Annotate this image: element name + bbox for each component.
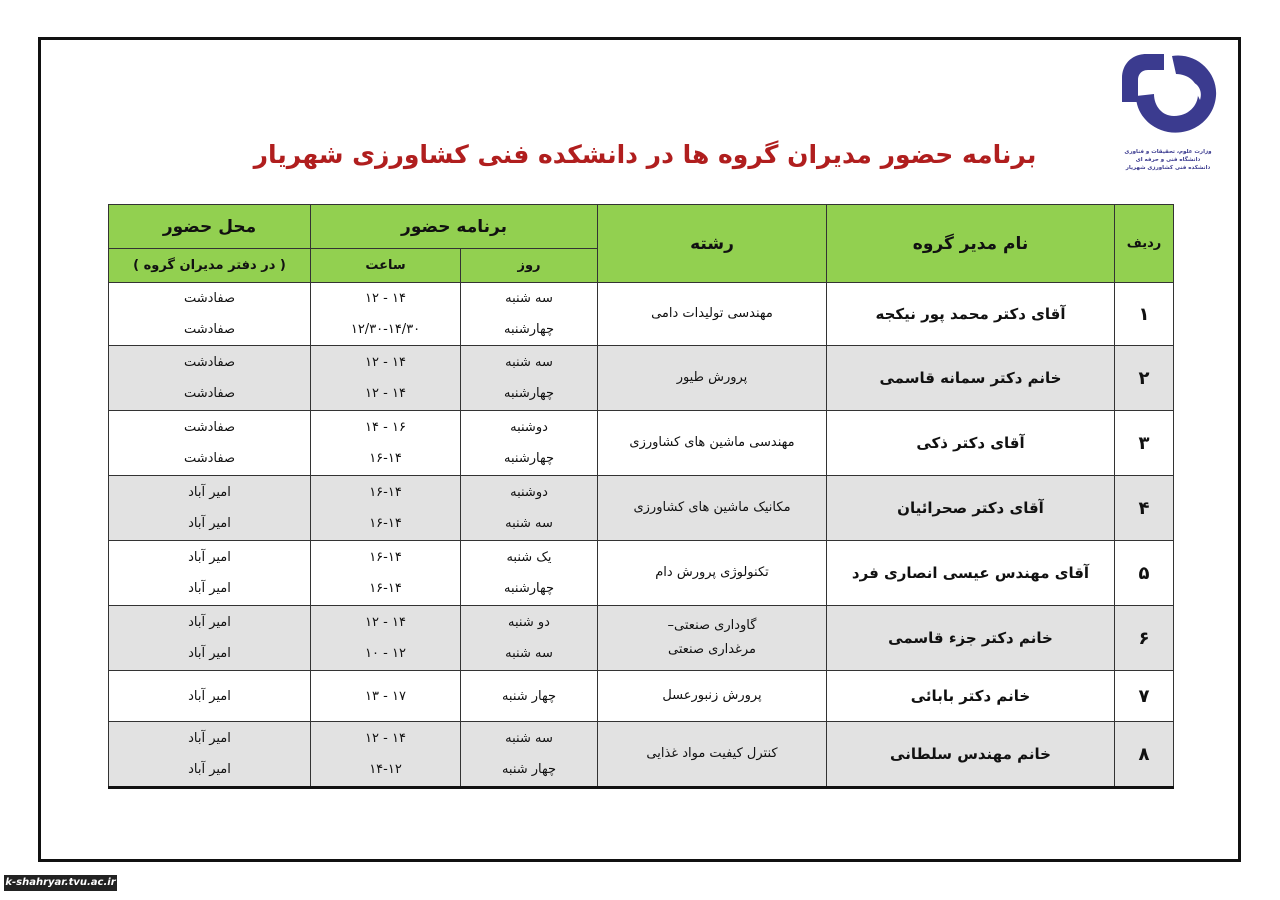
day-value: چهارشنبه — [504, 322, 554, 337]
table-row — [109, 411, 1174, 476]
row-manager-name: آقای دکتر صحرائیان — [827, 476, 1115, 541]
row-times: ۱۷ - ۱۳ — [311, 671, 461, 722]
header-schedule: برنامه حضور — [311, 205, 598, 249]
row-locations — [109, 541, 311, 606]
time-value: ۱۶-۱۴ — [369, 485, 402, 500]
row-manager-name: خانم دکتر بابائی — [827, 671, 1115, 722]
location-value: امیر آباد — [188, 550, 231, 565]
row-times — [311, 722, 461, 788]
row-locations: امیر آباد — [109, 671, 311, 722]
row-locations — [109, 722, 311, 788]
header-location: محل حضور — [109, 205, 311, 249]
row-manager-name: خانم دکتر سمانه قاسمی — [827, 346, 1115, 411]
header-time: ساعت — [311, 249, 461, 283]
day-value: سه شنبه — [505, 646, 553, 661]
row-manager-name: آقای دکتر ذکی — [827, 411, 1115, 476]
table-row — [109, 606, 1174, 671]
major-line: مرغداری صنعتی — [668, 642, 756, 657]
time-value: ۱۲ - ۱۰ — [365, 646, 406, 661]
row-times — [311, 606, 461, 671]
row-times — [311, 541, 461, 606]
row-major: پرورش طیور — [598, 346, 827, 411]
row-locations — [109, 411, 311, 476]
row-locations — [109, 606, 311, 671]
header-name: نام مدیر گروه — [827, 205, 1115, 283]
time-value: ۱۴ - ۱۲ — [365, 386, 406, 401]
location-value: امیر آباد — [188, 516, 231, 531]
location-value: امیر آباد — [188, 485, 231, 500]
row-major: مهندسی تولیدات دامی — [598, 283, 827, 346]
header-major: رشته — [598, 205, 827, 283]
day-value: دوشنبه — [510, 485, 548, 500]
row-days — [461, 722, 598, 788]
row-times — [311, 476, 461, 541]
row-index: ۵ — [1115, 541, 1174, 606]
day-value: چهار شنبه — [501, 762, 557, 777]
row-index: ۲ — [1115, 346, 1174, 411]
row-index: ۴ — [1115, 476, 1174, 541]
time-value: ۱۲/۳۰-۱۴/۳۰ — [350, 322, 421, 337]
location-value: صفادشت — [183, 355, 236, 370]
logo-college-line: دانشکده فنی کشاورزی شهریار — [1125, 165, 1211, 171]
day-value: دو شنبه — [508, 615, 550, 630]
day-value: دوشنبه — [510, 420, 548, 435]
page-title: برنامه حضور مدیران گروه ها در دانشکده فنی کشاورزی شهریار — [253, 140, 1037, 169]
location-value: صفادشت — [183, 420, 236, 435]
logo-ministry-line: وزارت علوم، تحقیقات و فناوری — [1124, 149, 1212, 155]
location-value: امیر آباد — [188, 731, 231, 746]
day-value: چهارشنبه — [504, 451, 554, 466]
row-days — [461, 411, 598, 476]
time-value: ۱۴ - ۱۲ — [365, 291, 406, 306]
row-manager-name: خانم مهندس سلطانی — [827, 722, 1115, 788]
day-value: سه شنبه — [505, 731, 553, 746]
row-major — [598, 606, 827, 671]
header-location-note: ( در دفتر مدیران گروه ) — [109, 249, 311, 283]
day-value: یک شنبه — [506, 550, 552, 565]
table-row — [109, 722, 1174, 788]
row-days — [461, 606, 598, 671]
row-index: ۳ — [1115, 411, 1174, 476]
row-major: کنترل کیفیت مواد غذایی — [598, 722, 827, 788]
location-value: صفادشت — [183, 322, 236, 337]
table-row — [109, 346, 1174, 411]
time-value: ۱۶-۱۴ — [369, 550, 402, 565]
day-value: چهارشنبه — [504, 581, 554, 596]
day-value: سه شنبه — [505, 291, 553, 306]
location-value: صفادشت — [183, 291, 236, 306]
table-row — [109, 541, 1174, 606]
time-value: ۱۶ - ۱۴ — [365, 420, 406, 435]
day-value: چهارشنبه — [504, 386, 554, 401]
header-index: ردیف — [1115, 205, 1174, 283]
location-value: امیر آباد — [188, 646, 231, 661]
logo-university-line: دانشگاه فنی و حرفه ای — [1135, 157, 1201, 163]
row-days: چهار شنبه — [461, 671, 598, 722]
header-day: روز — [461, 249, 598, 283]
site-url-link[interactable]: k-shahryar.tvu.ac.ir — [4, 875, 117, 891]
row-index: ۱ — [1115, 283, 1174, 346]
location-value: امیر آباد — [188, 581, 231, 596]
row-major: مکانیک ماشین های کشاورزی — [598, 476, 827, 541]
time-value: ۱۴ - ۱۲ — [365, 615, 406, 630]
row-manager-name: خانم دکتر جزء قاسمی — [827, 606, 1115, 671]
time-value: ۱۶-۱۴ — [369, 516, 402, 531]
row-major: پرورش زنبورعسل — [598, 671, 827, 722]
location-value: امیر آباد — [188, 615, 231, 630]
schedule-table — [108, 204, 1174, 789]
time-value: ۱۴ - ۱۲ — [365, 731, 406, 746]
row-major: تکنولوژی پرورش دام — [598, 541, 827, 606]
university-logo-icon — [1112, 46, 1224, 146]
location-value: صفادشت — [183, 386, 236, 401]
row-manager-name: آقای دکتر محمد پور نیکجه — [827, 283, 1115, 346]
time-value: ۱۴ - ۱۲ — [365, 355, 406, 370]
location-value: امیر آباد — [188, 762, 231, 777]
table-row — [109, 476, 1174, 541]
table-row — [109, 671, 1174, 722]
row-locations — [109, 346, 311, 411]
row-days — [461, 283, 598, 346]
row-index: ۷ — [1115, 671, 1174, 722]
row-times — [311, 411, 461, 476]
row-locations — [109, 476, 311, 541]
row-days — [461, 476, 598, 541]
location-value: صفادشت — [183, 451, 236, 466]
row-major: مهندسی ماشین های کشاورزی — [598, 411, 827, 476]
time-value: ۱۴-۱۲ — [369, 762, 402, 777]
row-index: ۸ — [1115, 722, 1174, 788]
day-value: سه شنبه — [505, 355, 553, 370]
row-times — [311, 283, 461, 346]
row-times — [311, 346, 461, 411]
major-line: گاوداری صنعتی– — [667, 618, 757, 633]
row-days — [461, 346, 598, 411]
time-value: ۱۶-۱۴ — [369, 451, 402, 466]
row-manager-name: آقای مهندس عیسی انصاری فرد — [827, 541, 1115, 606]
table-row — [109, 283, 1174, 346]
row-index: ۶ — [1115, 606, 1174, 671]
day-value: سه شنبه — [505, 516, 553, 531]
row-locations — [109, 283, 311, 346]
time-value: ۱۶-۱۴ — [369, 581, 402, 596]
university-logo — [1112, 46, 1224, 186]
row-days — [461, 541, 598, 606]
